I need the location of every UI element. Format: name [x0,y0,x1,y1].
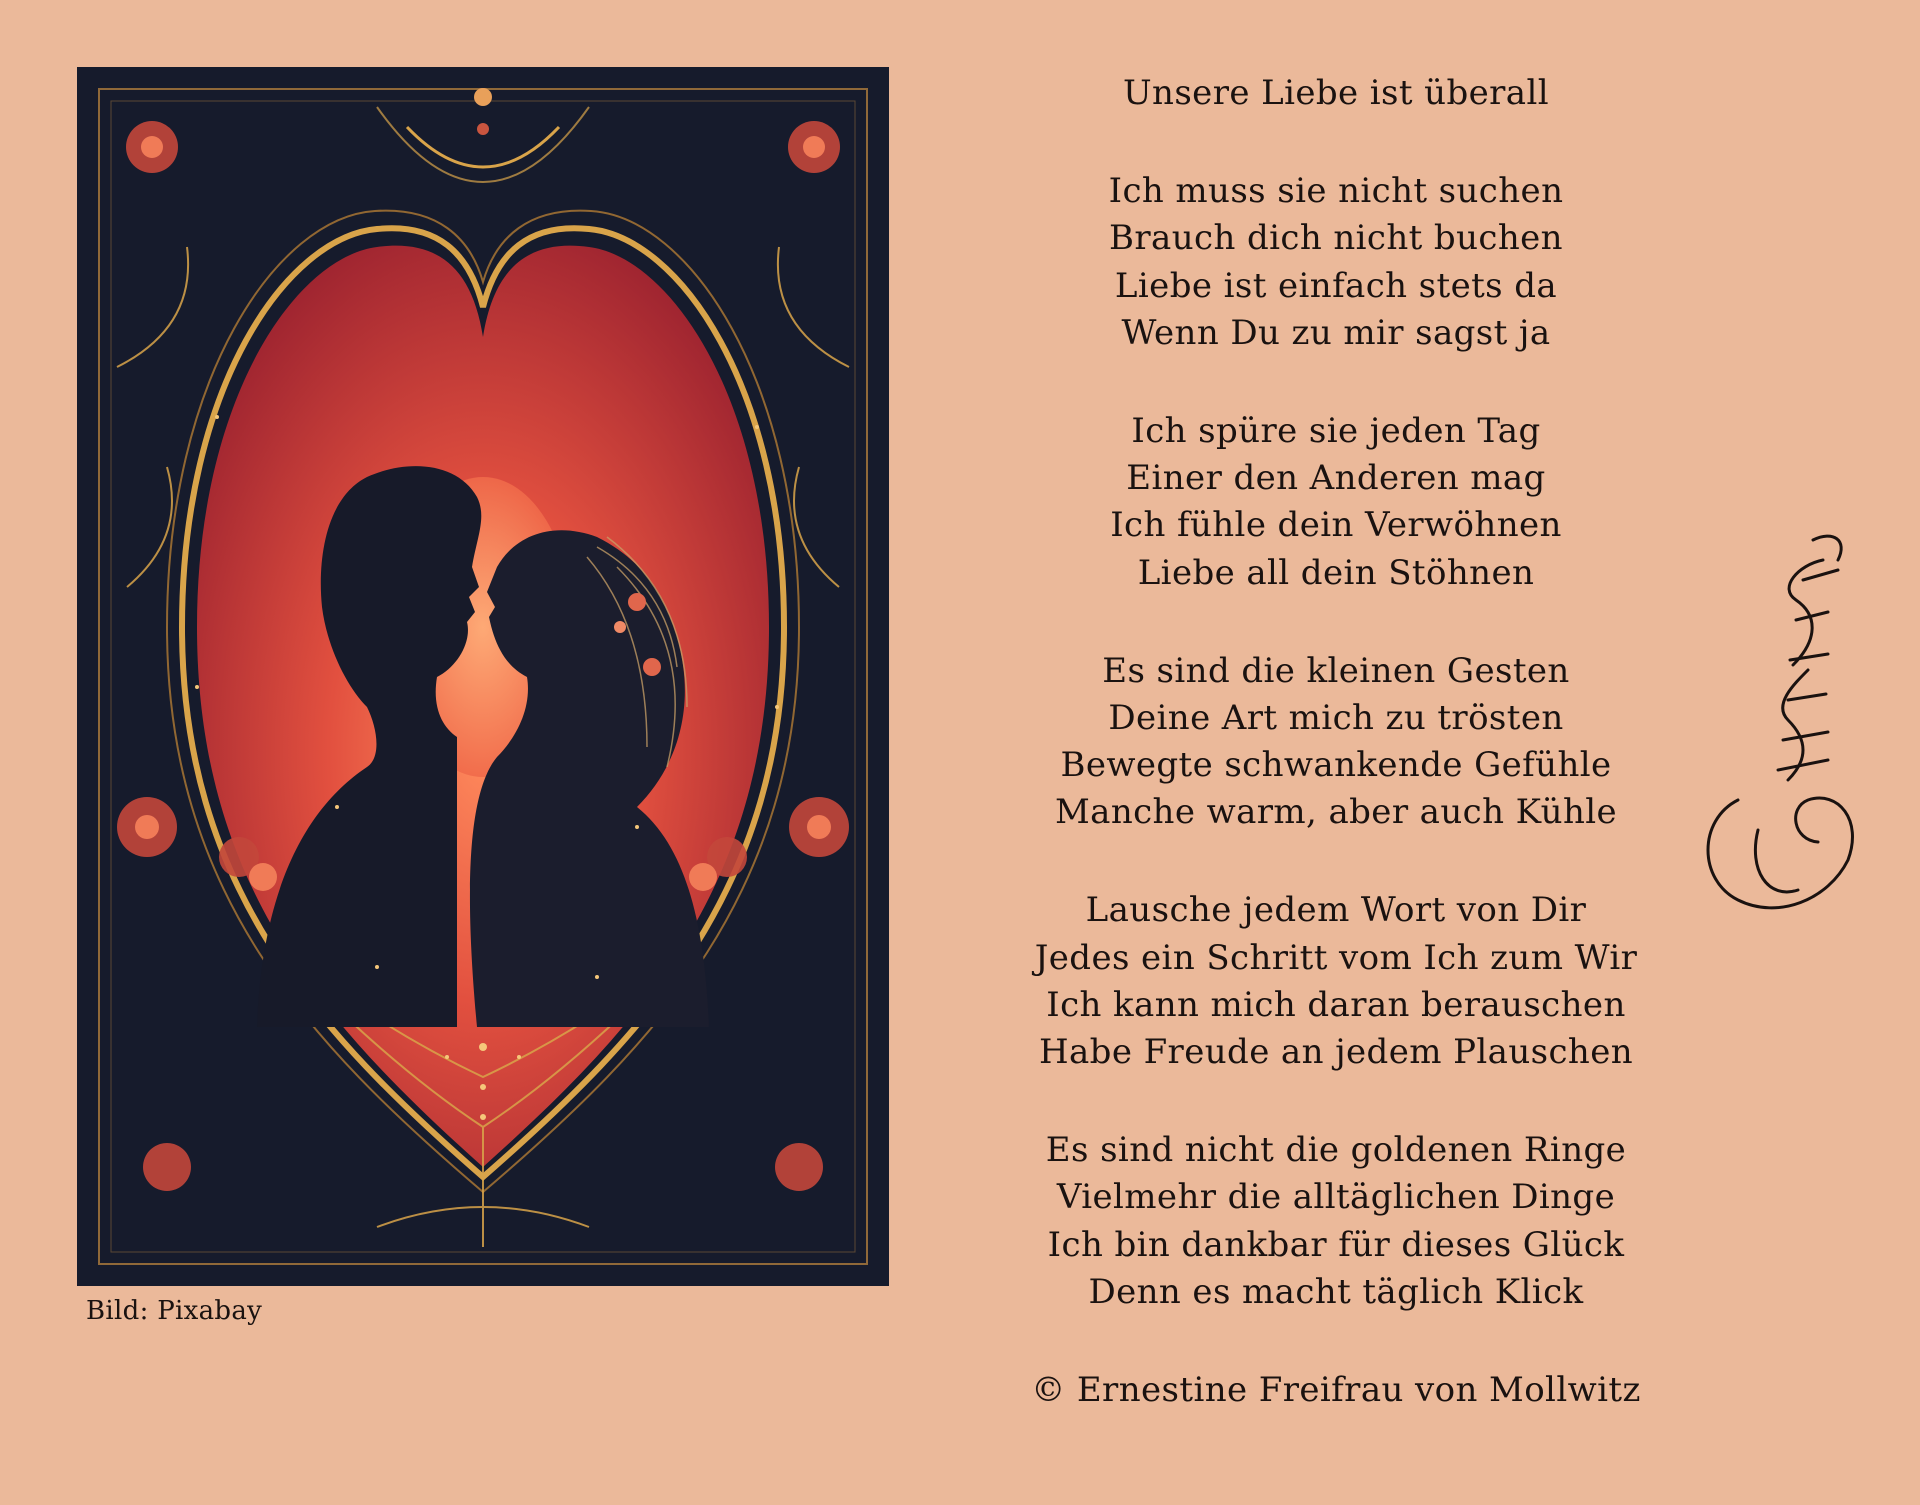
poem-line: Liebe all dein Stöhnen [1137,552,1535,593]
poem-stanza [1000,887,1672,1076]
poem-line: Bewegte schwankende Gefühle [1060,745,1612,786]
poem-line: Denn es macht täglich Klick [1088,1271,1584,1312]
poem-line: Vielmehr die alltäglichen Dinge [1056,1177,1616,1218]
poem-line: Habe Freude an jedem Plauschen [1038,1032,1634,1072]
poem-line: Ich bin dankbar für dieses Glück [1047,1224,1625,1265]
image-credit: Bild: Pixabay [86,1296,263,1326]
poem-line: Liebe ist einfach stets da [1114,265,1558,306]
poem-stanza [1000,648,1672,837]
poem-line: Es sind die kleinen Gesten [1102,650,1570,691]
poem-stanza [1000,168,1672,357]
poem-line: Ich muss sie nicht suchen [1108,171,1564,212]
poem-line: Manche warm, aber auch Kühle [1054,792,1618,833]
poem-line: Wenn Du zu mir sagst ja [1121,312,1551,353]
poem-line: Lausche jedem Wort von Dir [1085,890,1587,931]
poem-line: Jedes ein Schritt vom Ich zum Wir [1034,937,1638,978]
poem-line: Ich fühle dein Verwöhnen [1110,505,1562,546]
poem-line: Deine Art mich zu trösten [1108,697,1564,738]
illustration-couple-heart [77,67,889,1286]
poem-stanza [1000,1127,1672,1316]
poem-line: Brauch dich nicht buchen [1109,218,1563,259]
poem-title: Unsere Liebe ist überall [1122,73,1550,113]
gedichtezauber-logo [1678,520,1878,950]
poem [1000,70,1672,1414]
poem-author: © Ernestine Freifrau von Mollwitz [1031,1369,1641,1410]
poem-line: Einer den Anderen mag [1126,458,1546,499]
poem-line: Ich spüre sie jeden Tag [1131,410,1541,451]
poem-stanza [1000,408,1672,597]
poem-line: Ich kann mich daran berauschen [1046,984,1626,1025]
poem-line: Es sind nicht die goldenen Ringe [1045,1130,1627,1171]
